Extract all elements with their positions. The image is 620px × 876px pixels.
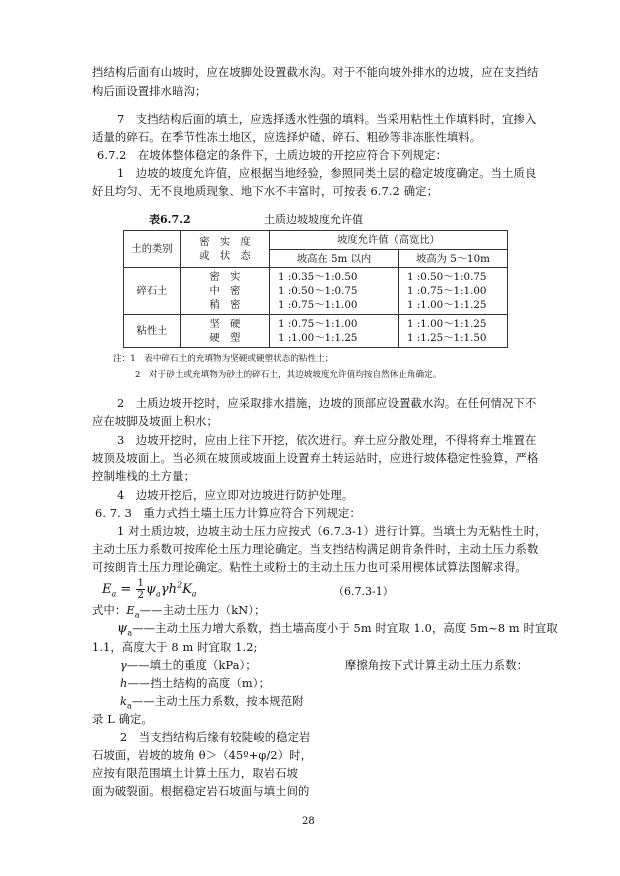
text-line: 应在坡脚及坡面上积水； <box>92 415 218 428</box>
definition-line <box>120 659 350 673</box>
text-line: 坡顶及坡面上。当必须在坡顶或坡面上设置弃土转运站时，应进行坡体稳定性验算，严格 <box>92 452 539 465</box>
text-line: 控制堆栈的土方量； <box>92 470 196 483</box>
text-line: 挡结构后面有山坡时，应在坡脚处设置截水沟。对于不能向坡外排水的边坡，应在支挡结 <box>92 66 539 79</box>
equation-number: （6.7.3-1） <box>333 585 394 598</box>
table-title: 土质边坡坡度允许值 <box>264 213 363 226</box>
slope-value: 1 :0.75～1:1.00 <box>407 285 487 297</box>
table-row <box>124 315 508 348</box>
definition-line: 录 L 确定。 <box>92 713 153 726</box>
slope-value: 1 :0.50～1:0.75 <box>278 285 358 297</box>
text-line: 面为破裂面。根据稳定岩石坡面与填土间的 <box>92 785 310 798</box>
definition-line <box>120 695 350 713</box>
def-text: ——挡土结构的高度（m）； <box>127 677 271 690</box>
text-line: 2 当支挡结构后缘有较陡峻的稳定岩 <box>120 731 311 744</box>
def-text: ——主动土压力（kN）； <box>139 604 266 617</box>
definition-line: 1.1，高度大于 8 m 时宜取 1.2; <box>92 641 258 654</box>
definition-line <box>92 604 530 622</box>
soil-cell: 粘性土 <box>124 315 181 348</box>
formula-lhs-sub: a <box>111 589 117 599</box>
def-symbol: ψ <box>117 621 128 636</box>
header-allowable: 坡度允许值（高宽比） <box>270 231 508 250</box>
def-text: ——主动土压力系数，按本规范附 <box>131 695 304 708</box>
table-row <box>124 268 508 315</box>
state-value: 中 密 <box>209 285 241 297</box>
header-soil-type: 土的类别 <box>124 231 181 268</box>
header-state-line2: 或 状 态 <box>199 250 251 262</box>
text-line: 4 边坡开挖后，应立即对边坡进行防护处理。 <box>117 489 354 502</box>
slope-value: 1 :1.00～1:1.25 <box>278 332 358 344</box>
formula-k: K <box>182 582 192 597</box>
value-cell <box>399 268 508 315</box>
state-value: 硬 塑 <box>209 332 241 344</box>
def-symbol-sub: a <box>134 610 140 620</box>
slope-value: 1 :0.75～1:1.00 <box>278 318 358 330</box>
value-cell <box>270 315 399 348</box>
text-line: 适量的碎石。在季节性冻土地区，应选择炉碴、碎石、粗砂等非冻胀性填料。 <box>92 131 482 144</box>
slope-value: 1 :1.25～1:1.50 <box>407 332 487 344</box>
table-note-2: 2 对于砂土或充填物为砂土的碎石土，其边坡坡度允许值均按自然休止角确定。 <box>135 370 442 380</box>
table-note-1: 注：1 表中碎石土的充填物为坚硬或硬塑状态的粘性土； <box>113 354 334 364</box>
state-cell <box>181 268 270 315</box>
definition-line <box>120 677 350 691</box>
text-line: 1 对土质边坡，边坡主动土压力应按式（6.7.3-1）进行计算。当填土为无粘性土时， <box>117 525 547 538</box>
header-under-5m: 坡高在 5m 以内 <box>270 250 399 268</box>
header-5-to-10m: 坡高为 5～10m <box>399 250 508 268</box>
def-text: ——填土的重度（kPa）； <box>126 659 257 672</box>
value-cell <box>270 268 399 315</box>
def-symbol: k <box>120 695 127 708</box>
clause-heading: 6. 7. 3 重力式挡土墙土压力计算应符合下列规定： <box>95 507 361 520</box>
def-symbol: γ <box>120 659 127 672</box>
state-cell <box>181 315 270 348</box>
soil-cell: 碎石土 <box>124 268 181 315</box>
text-line: 可按朗肯土压力理论确定。粘性土或粉土的主动土压力也可采用楔体试算法图解求得。 <box>92 561 527 574</box>
fraction-denominator: 2 <box>137 590 144 601</box>
text-line: 构后面设置排水暗沟； <box>92 85 207 98</box>
def-text: ——主动土压力增大系数，挡土墙高度小于 5m 时宜取 1.0，高度 5m~8 m 时宜取 <box>132 622 558 635</box>
text-line: 1 边坡的坡度允许值，应根据当地经验，参照同类土层的稳定坡度确定。当土质良 <box>117 167 537 180</box>
table-number: 表6.7.2 <box>149 213 191 226</box>
formula-psi: ψ <box>145 582 157 597</box>
slope-value: 1 :0.35～1:0.50 <box>278 271 358 283</box>
formula-gamma-h: γh <box>160 582 177 597</box>
formula-lhs: E <box>102 582 112 597</box>
formula-fraction <box>136 578 144 601</box>
state-value: 密 实 <box>209 271 241 283</box>
header-state <box>181 231 270 268</box>
slope-value: 1 :1.00～1:1.25 <box>407 299 487 311</box>
formula-equals: = <box>116 582 136 597</box>
slope-value: 1 :1.00～1:1.25 <box>407 318 487 330</box>
formula-psi-sub: a <box>156 589 161 599</box>
text-line: 3 边坡开挖时，应由上往下开挖，依次进行。弃土应分散处理，不得将弃土堆置在 <box>117 434 537 447</box>
header-state-line1: 密 实 度 <box>199 236 251 248</box>
clause-heading: 6.7.2 在坡体整体稳定的条件下，土质边坡的开挖应符合下列规定： <box>97 149 448 162</box>
value-cell <box>399 315 508 348</box>
slope-value: 1 :0.50～1:0.75 <box>407 271 487 283</box>
slope-value: 1 :0.75～1:1.00 <box>278 299 358 311</box>
def-symbol-sub: a <box>127 701 132 711</box>
text-line: 应按有限范围填土计算土压力，取岩石坡 <box>92 767 299 780</box>
text-line: 7 支挡结构后面的填土，应选择透水性强的填料。当采用粘性土作填料时，宜掺入 <box>117 113 537 126</box>
text-line: 石坡面，岩坡的坡角 θ＞（45º+φ/2）时， <box>92 749 313 762</box>
def-prefix: 式中： <box>92 604 127 617</box>
def-symbol: E <box>126 604 135 617</box>
def-symbol-sub: a <box>127 628 133 638</box>
formula <box>102 578 197 601</box>
definition-line <box>117 621 558 640</box>
state-value: 坚 硬 <box>209 318 241 330</box>
formula-k-sub: a <box>191 589 197 599</box>
text-line: 2 土质边坡开挖时，应采取排水措施，边坡的顶部应设置截水沟。在任何情况下不 <box>117 397 537 410</box>
fraction-numerator: 1 <box>137 578 144 589</box>
formula-exponent: 2 <box>176 580 183 590</box>
def-symbol: h <box>120 677 128 690</box>
column-text: 摩擦角按下式计算主动土压力系数： <box>345 659 529 672</box>
page-number: 28 <box>302 816 315 827</box>
slope-table <box>123 230 508 348</box>
text-line: 主动土压力系数可按库伦土压力理论确定。当支挡结构满足朗肯条件时，主动土压力系数 <box>92 543 539 556</box>
state-value: 稍 密 <box>209 299 241 311</box>
text-line: 好且均匀、无不良地质现象、地下水不丰富时，可按表 6.7.2 确定； <box>92 185 439 198</box>
